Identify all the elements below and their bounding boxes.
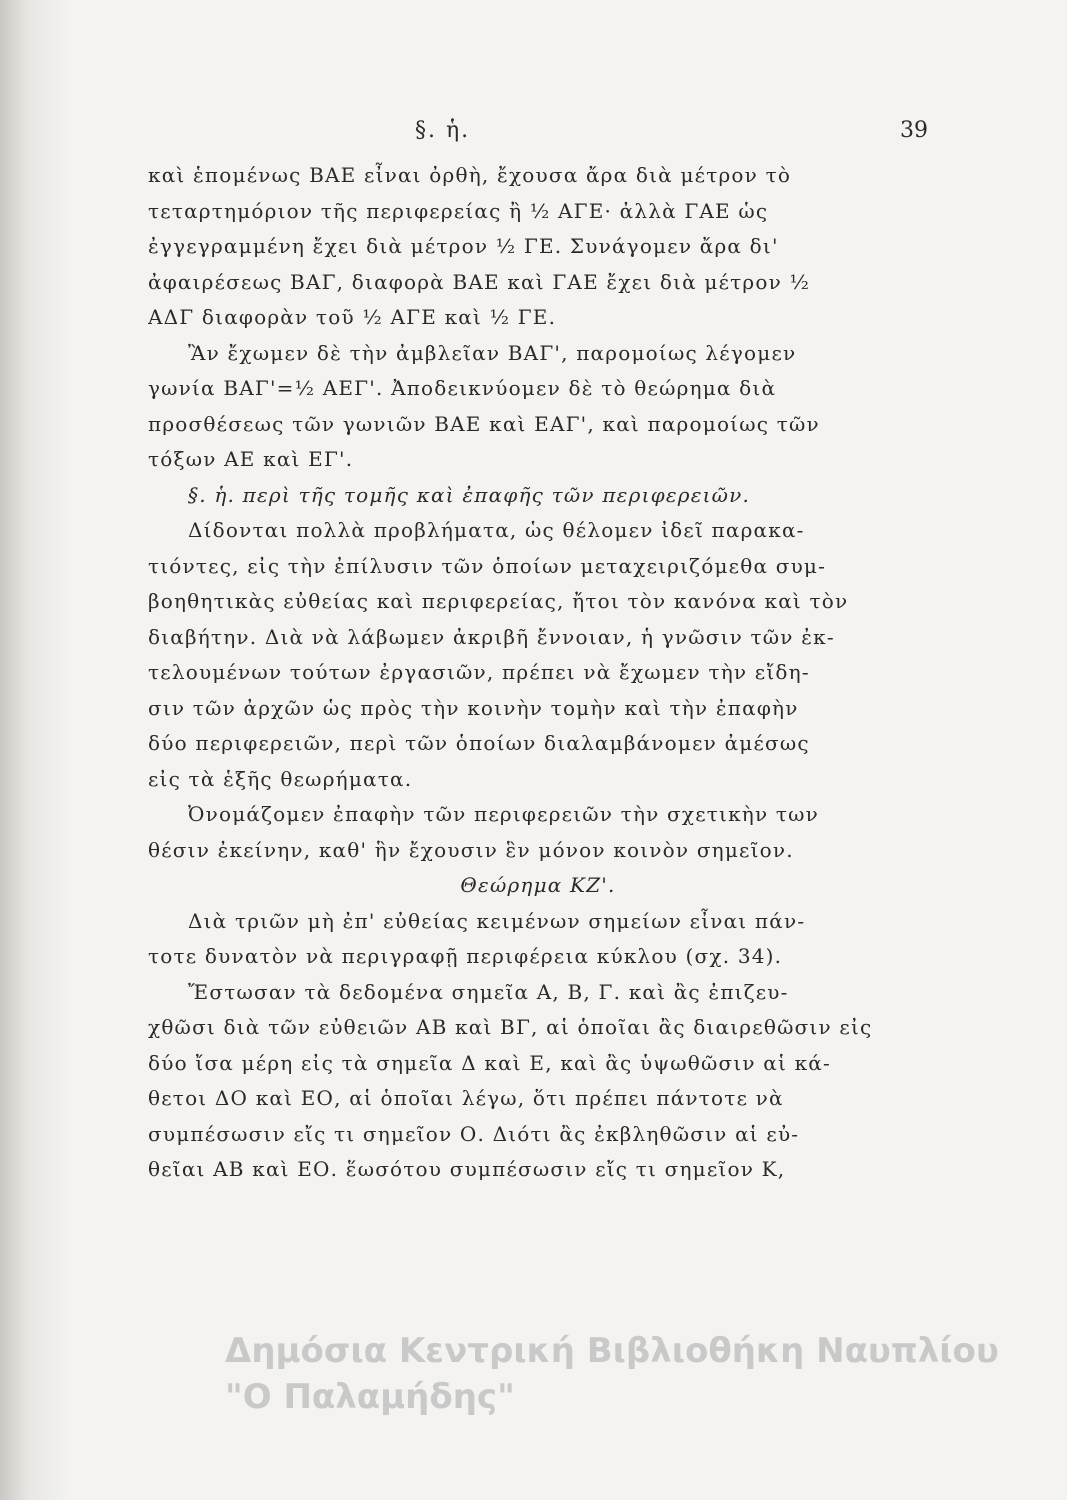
watermark-line-2: "Ο Παλαμήδης" xyxy=(225,1377,515,1417)
text-line: διαβήτην. Διὰ νὰ λάβωμεν ἀκριβῆ ἔννοιαν, ἡ γνῶσιν τῶν ἐκ- xyxy=(148,624,835,649)
library-watermark xyxy=(225,1328,1067,1420)
text-line: Ἂν ἔχωμεν δὲ τὴν ἀμβλεῖαν ΒΑΓ', παρομοίως λέγομεν xyxy=(188,340,797,365)
text-line: Ὀνομάζομεν ἐπαφὴν τῶν περιφερειῶν τὴν σχετικὴν των xyxy=(188,802,820,826)
text-line: προσθέσεως τῶν γωνιῶν ΒΑΕ καὶ ΕΑΓ', καὶ παρομοίως τῶν xyxy=(148,411,820,436)
text-line: τιόντες, εἰς τὴν ἐπίλυσιν τῶν ὁποίων μεταχειριζόμεθα συμ- xyxy=(148,553,827,578)
section-mark: §. ἡ. xyxy=(415,118,471,143)
page-header xyxy=(150,118,928,158)
text-line: ἀφαιρέσεως ΒΑΓ, διαφορὰ ΒΑΕ καὶ ΓΑΕ ἔχει διὰ μέτρον ½ xyxy=(148,269,811,294)
text-line: χθῶσι διὰ τῶν εὐθειῶν ΑΒ καὶ ΒΓ, αἱ ὁποῖαι ἂς διαιρεθῶσιν εἰς xyxy=(148,1015,873,1039)
text-line: θέσιν ἐκείνην, καθ' ἣν ἔχουσιν ἓν μόνον κοινὸν σημεῖον. xyxy=(148,837,794,862)
text-line: τεταρτημόριον τῆς περιφερείας ἢ ½ ΑΓΕ· ἀλλὰ ΓΑΕ ὡς xyxy=(148,198,769,223)
text-line: θεῖαι ΑΒ καὶ ΕΟ. ἕωσότου συμπέσωσιν εἴς τι σημεῖον Κ, xyxy=(148,1157,786,1181)
text-line: θετοι ΔΟ καὶ ΕΟ, αἱ ὁποῖαι λέγω, ὅτι πρέπει πάντοτε νὰ xyxy=(148,1086,784,1110)
text-line: εἰς τὰ ἑξῆς θεωρήματα. xyxy=(148,766,413,791)
text-line: ἐγγεγραμμένη ἔχει διὰ μέτρον ½ ΓΕ. Συνάγομεν ἄρα δι' xyxy=(148,234,779,258)
text-line: βοηθητικὰς εὐθείας καὶ περιφερείας, ἤτοι τὸν κανόνα καὶ τὸν xyxy=(148,589,849,613)
theorem-title: Θεώρημα ΚΖ'. xyxy=(460,873,616,897)
text-line: τελουμένων τούτων ἐργασιῶν, πρέπει νὰ ἔχωμεν τὴν εἴδη- xyxy=(148,660,810,684)
body-text xyxy=(148,158,928,1188)
text-line: γωνία ΒΑΓ'=½ ΑΕΓ'. Ἀποδεικνύομεν δὲ τὸ θεώρημα διὰ xyxy=(148,376,777,400)
text-line: τοτε δυνατὸν νὰ περιγραφῇ περιφέρεια κύκλου (σχ. 34). xyxy=(148,944,783,968)
page-edge-shadow xyxy=(0,0,70,1500)
text-line: Ἔστωσαν τὰ δεδομένα σημεῖα Α, Β, Γ. καὶ ἂς ἐπιζευ- xyxy=(188,979,789,1004)
text-line: σιν τῶν ἀρχῶν ὡς πρὸς τὴν κοινὴν τομὴν καὶ τὴν ἐπαφὴν xyxy=(148,695,799,720)
page-number: 39 xyxy=(900,118,928,143)
text-line: Δίδονται πολλὰ προβλήματα, ὡς θέλομεν ἰδεῖ παρακα- xyxy=(188,518,805,542)
text-line: δύο ἴσα μέρη εἰς τὰ σημεῖα Δ καὶ Ε, καὶ ἂς ὑψωθῶσιν αἱ κά- xyxy=(148,1050,831,1075)
section-heading: §. ἡ. περὶ τῆς τομῆς καὶ ἐπαφῆς τῶν περιφερειῶν. xyxy=(188,482,751,507)
watermark-line-1: Δημόσια Κεντρική Βιβλιοθήκη Ναυπλίου xyxy=(225,1331,999,1371)
text-line: Διὰ τριῶν μὴ ἐπ' εὐθείας κειμένων σημείων εἶναι πάν- xyxy=(188,908,806,933)
text-line: τόξων ΑΕ καὶ ΕΓ'. xyxy=(148,447,354,471)
text-line: ΑΔΓ διαφορὰν τοῦ ½ ΑΓΕ καὶ ½ ΓΕ. xyxy=(148,305,557,329)
text-line: δύο περιφερειῶν, περὶ τῶν ὁποίων διαλαμβάνομεν ἀμέσως xyxy=(148,731,810,755)
text-line: καὶ ἑπομένως ΒΑΕ εἶναι ὀρθὴ, ἔχουσα ἄρα διὰ μέτρον τὸ xyxy=(148,163,792,187)
text-line: συμπέσωσιν εἴς τι σημεῖον Ο. Διότι ἂς ἐκβληθῶσιν αἱ εὐ- xyxy=(148,1121,800,1146)
